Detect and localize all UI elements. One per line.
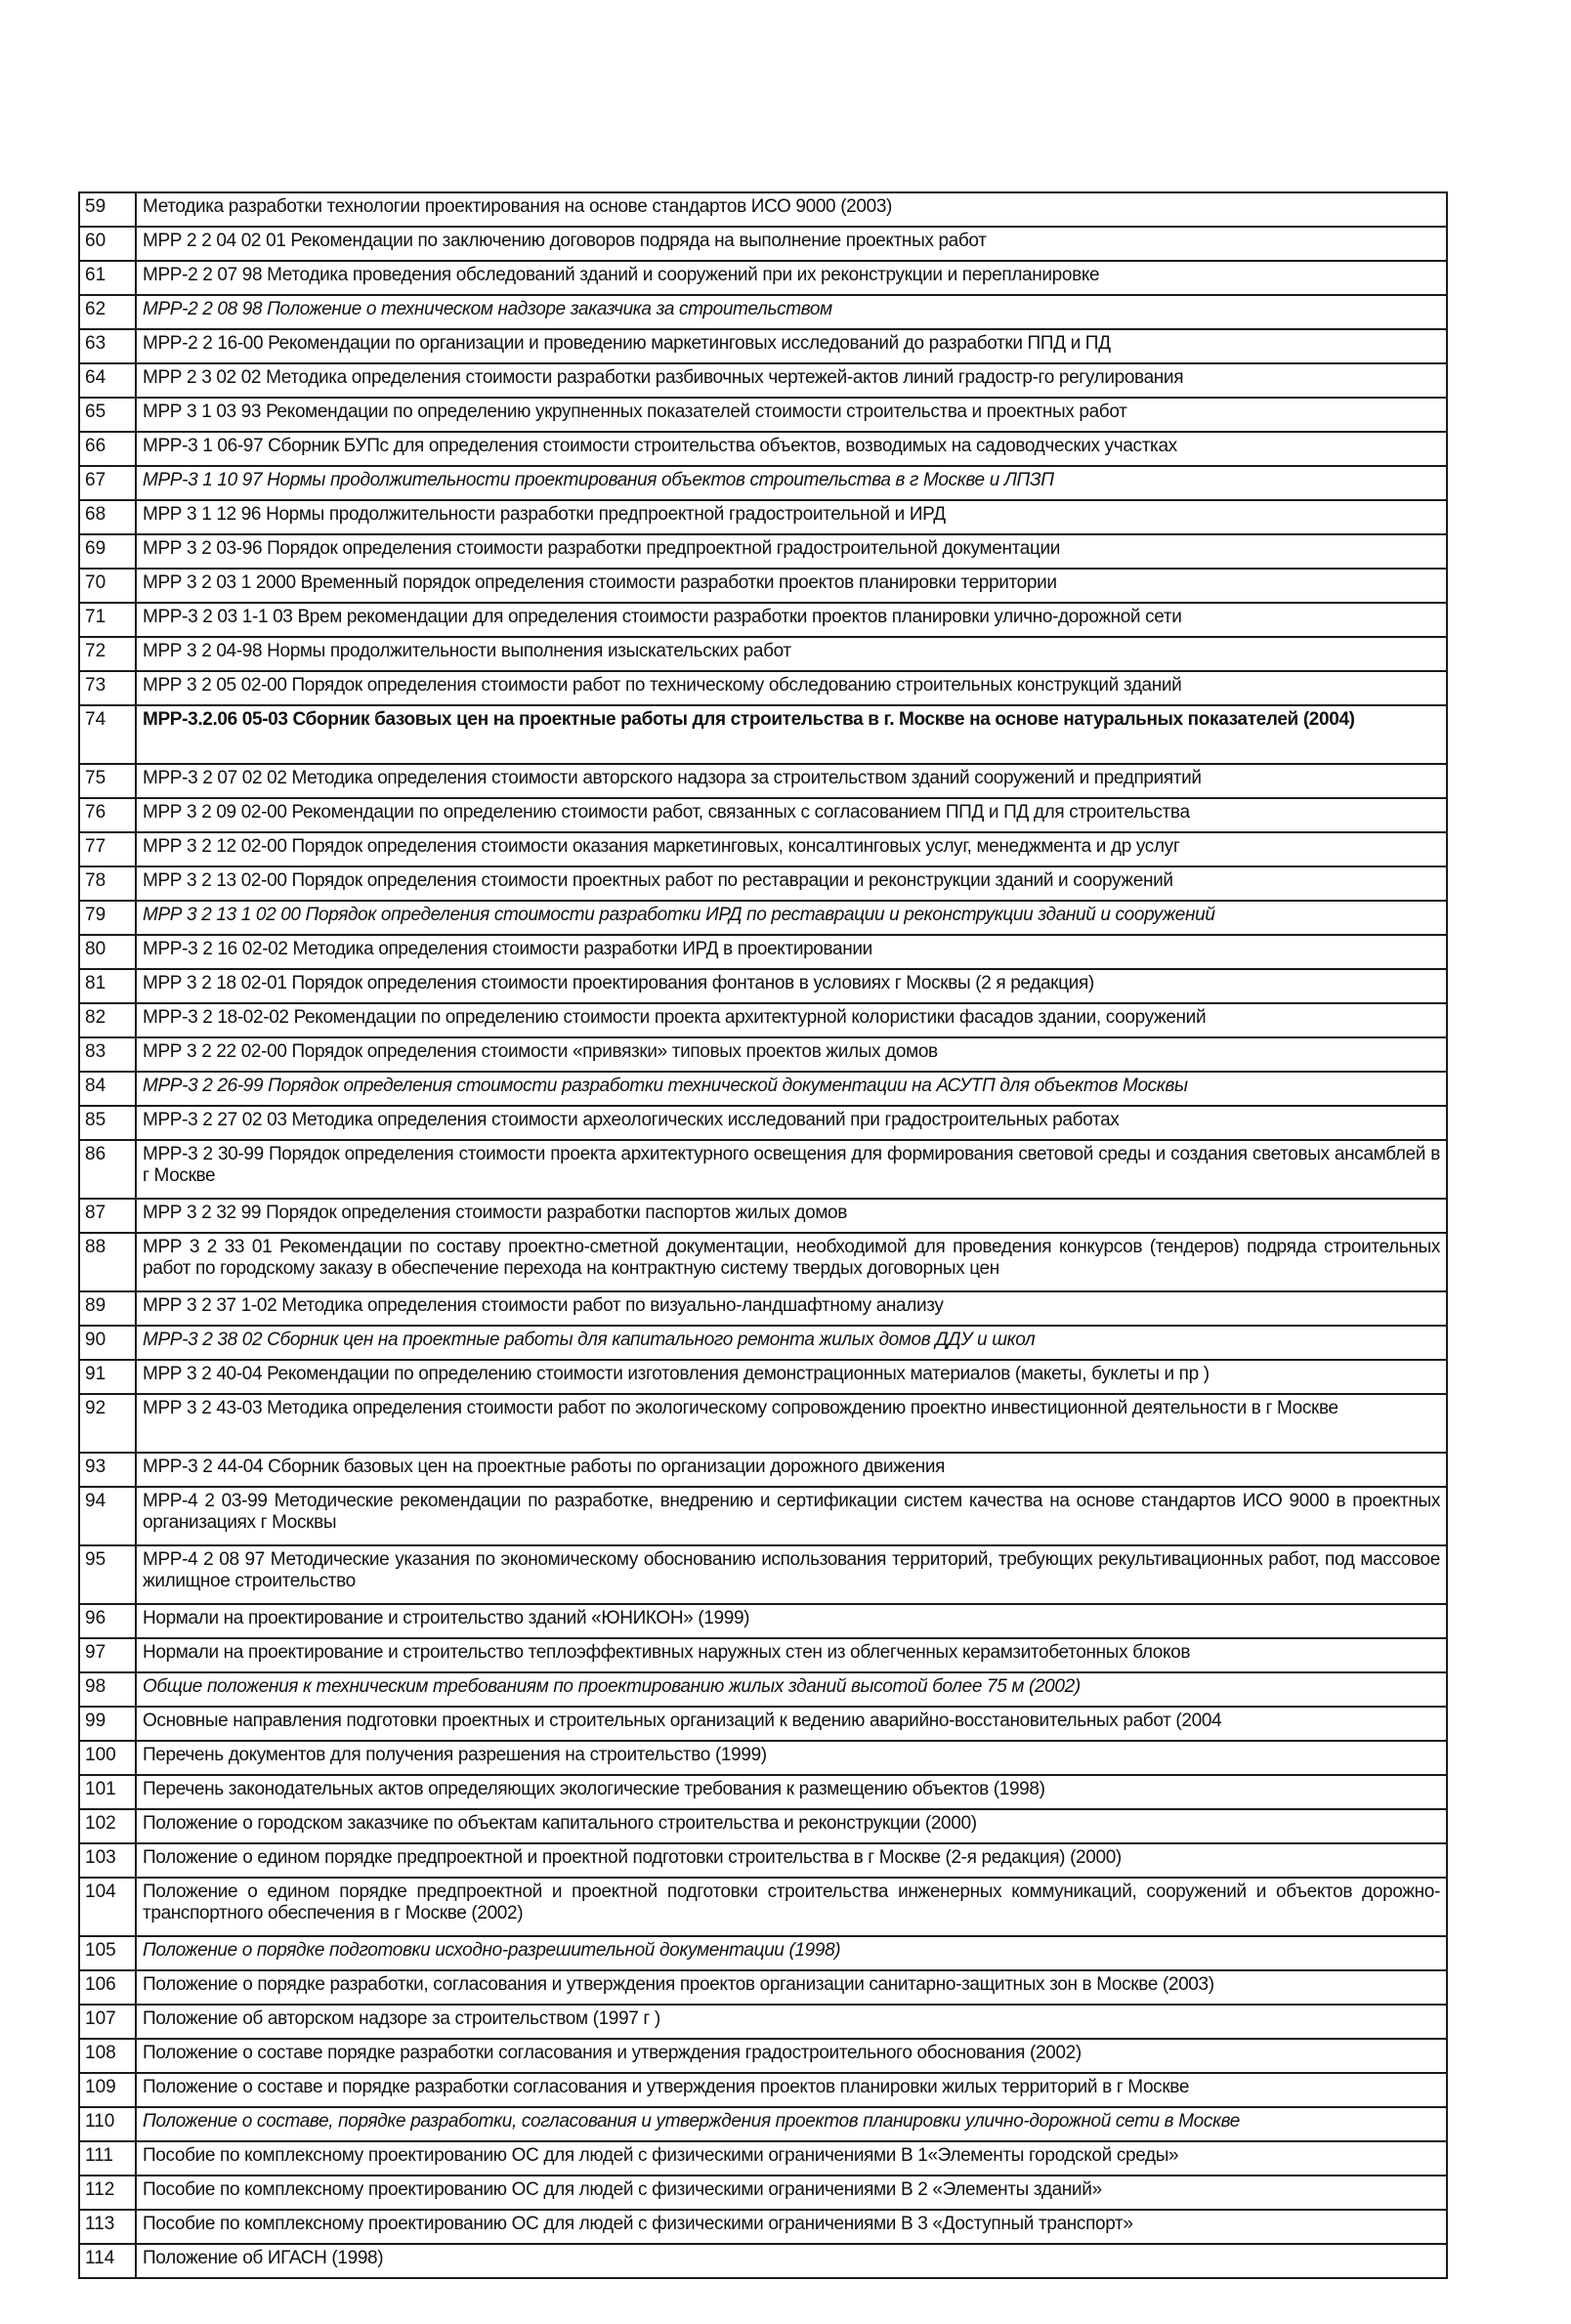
table-row [79, 1453, 1447, 1487]
row-title: МРР 3 2 12 02-00 Порядок определения стоимости оказания маркетинговых, консалтинговых услуг, менеджмента и др услуг [136, 832, 1447, 866]
row-title: МРР-2 2 16-00 Рекомендации по организации и проведению маркетинговых исследований до разработки ППД и ПД [136, 329, 1447, 363]
table-row [79, 705, 1447, 764]
table-row [79, 1638, 1447, 1672]
row-number: 59 [79, 192, 136, 227]
row-number: 89 [79, 1291, 136, 1326]
row-title: МРР-2 2 08 98 Положение о техническом надзоре заказчика за строительством [136, 295, 1447, 329]
row-number: 63 [79, 329, 136, 363]
table-row [79, 2141, 1447, 2176]
table-row [79, 1936, 1447, 1970]
row-title: МРР 3 2 32 99 Порядок определения стоимости разработки паспортов жилых домов [136, 1199, 1447, 1233]
row-title: МРР 3 2 13 1 02 00 Порядок определения стоимости разработки ИРД по реставрации и реконструкции зданий и сооружений [136, 901, 1447, 935]
table-row [79, 1003, 1447, 1037]
row-number: 79 [79, 901, 136, 935]
table-row [79, 1072, 1447, 1106]
row-title: Положение о порядке разработки, согласования и утверждения проектов организации санитарно-защитных зон в Москве (2003) [136, 1970, 1447, 2005]
table-row [79, 363, 1447, 398]
row-number: 90 [79, 1326, 136, 1360]
row-number: 103 [79, 1843, 136, 1878]
row-number: 70 [79, 569, 136, 603]
table-row [79, 1291, 1447, 1326]
table-row [79, 603, 1447, 637]
row-number: 66 [79, 432, 136, 466]
row-number: 91 [79, 1360, 136, 1394]
row-title: МРР 3 2 22 02-00 Порядок определения стоимости «привязки» типовых проектов жилых домов [136, 1037, 1447, 1072]
row-title: МРР 3 2 37 1-02 Методика определения стоимости работ по визуально-ландшафтному анализу [136, 1291, 1447, 1326]
row-title: МРР-3 2 38 02 Сборник цен на проектные работы для капитального ремонта жилых домов ДДУ и школ [136, 1326, 1447, 1360]
row-number: 67 [79, 466, 136, 500]
table-row [79, 969, 1447, 1003]
row-number: 95 [79, 1545, 136, 1604]
row-title: МРР-4 2 03-99 Методические рекомендации по разработке, внедрению и сертификации систем качества на основе стандартов ИСО 9000 в проектных организациях г Москвы [136, 1487, 1447, 1545]
row-number: 80 [79, 935, 136, 969]
table-row [79, 866, 1447, 901]
row-number: 113 [79, 2210, 136, 2244]
table-row [79, 637, 1447, 671]
row-number: 111 [79, 2141, 136, 2176]
table-row [79, 227, 1447, 261]
table-row [79, 1140, 1447, 1199]
row-number: 112 [79, 2176, 136, 2210]
row-number: 65 [79, 398, 136, 432]
row-title: Основные направления подготовки проектных и строительных организаций к ведению аварийно-восстановительных работ (2004 [136, 1707, 1447, 1741]
row-number: 114 [79, 2244, 136, 2278]
row-title: МРР 3 2 03 1 2000 Временный порядок определения стоимости разработки проектов планировки территории [136, 569, 1447, 603]
row-title: Положение о составе порядке разработки согласования и утверждения градостроительного обоснования (2002) [136, 2039, 1447, 2073]
row-title: МРР 2 2 04 02 01 Рекомендации по заключению договоров подряда на выполнение проектных работ [136, 227, 1447, 261]
row-title: МРР-3 1 10 97 Нормы продолжительности проектирования объектов строительства в г Москве и ЛПЗП [136, 466, 1447, 500]
row-title: МРР 3 1 03 93 Рекомендации по определению укрупненных показателей стоимости строительства и проектных работ [136, 398, 1447, 432]
row-title: МРР 3 2 04-98 Нормы продолжительности выполнения изыскательских работ [136, 637, 1447, 671]
row-number: 77 [79, 832, 136, 866]
document-list-table [78, 191, 1448, 2279]
row-number: 62 [79, 295, 136, 329]
row-title: Пособие по комплексному проектированию ОС для людей с физическими ограничениями В 1«Элементы городской среды» [136, 2141, 1447, 2176]
row-title: МРР 3 2 18 02-01 Порядок определения стоимости проектирования фонтанов в условиях г Москвы (2 я редакция) [136, 969, 1447, 1003]
table-row [79, 901, 1447, 935]
row-number: 86 [79, 1140, 136, 1199]
row-title: Перечень законодательных актов определяющих экологические требования к размещению объектов (1998) [136, 1775, 1447, 1809]
table-row [79, 261, 1447, 295]
table-row [79, 432, 1447, 466]
row-number: 97 [79, 1638, 136, 1672]
table-row [79, 1233, 1447, 1291]
row-title: МРР-3 2 30-99 Порядок определения стоимости проекта архитектурного освещения для формирования световой среды и создания световых ансамблей в г Москве [136, 1140, 1447, 1199]
row-number: 105 [79, 1936, 136, 1970]
table-row [79, 2176, 1447, 2210]
table-row [79, 569, 1447, 603]
table-row [79, 1106, 1447, 1140]
table-row [79, 500, 1447, 534]
row-title: МРР-3 2 07 02 02 Методика определения стоимости авторского надзора за строительством зданий сооружений и предприятий [136, 764, 1447, 798]
row-number: 88 [79, 1233, 136, 1291]
table-row [79, 2107, 1447, 2141]
row-number: 109 [79, 2073, 136, 2107]
row-number: 87 [79, 1199, 136, 1233]
row-title: МРР-3 2 16 02-02 Методика определения стоимости разработки ИРД в проектировании [136, 935, 1447, 969]
row-number: 98 [79, 1672, 136, 1707]
row-title: МРР-3 2 18-02-02 Рекомендации по определению стоимости проекта архитектурной колористики фасадов здании, сооружений [136, 1003, 1447, 1037]
row-title: МРР-4 2 08 97 Методические указания по экономическому обоснованию использования территорий, требующих рекультивационных работ, под массовое жилищное строительство [136, 1545, 1447, 1604]
row-title: Общие положения к техническим требованиям по проектированию жилых зданий высотой более 75 м (2002) [136, 1672, 1447, 1707]
row-number: 107 [79, 2005, 136, 2039]
row-title: Положение о городском заказчике по объектам капитального строительства и реконструкции (2000) [136, 1809, 1447, 1843]
row-number: 100 [79, 1741, 136, 1775]
table-row [79, 1487, 1447, 1545]
row-title: Положение о порядке подготовки исходно-разрешительной документации (1998) [136, 1936, 1447, 1970]
table-row [79, 832, 1447, 866]
table-row [79, 798, 1447, 832]
table-row [79, 398, 1447, 432]
row-title: МРР 3 2 43-03 Методика определения стоимости работ по экологическому сопровождению проектно инвестиционной деятельности в г Москве [136, 1394, 1447, 1453]
table-row [79, 466, 1447, 500]
row-number: 68 [79, 500, 136, 534]
row-title: МРР 2 3 02 02 Методика определения стоимости разработки разбивочных чертежей-актов линий градостр-го регулирования [136, 363, 1447, 398]
table-row [79, 1037, 1447, 1072]
row-title: МРР-3 2 26-99 Порядок определения стоимости разработки технической документации на АСУТП для объектов Москвы [136, 1072, 1447, 1106]
row-number: 71 [79, 603, 136, 637]
row-title: Положение о составе, порядке разработки, согласования и утверждения проектов планировки улично-дорожной сети в Москве [136, 2107, 1447, 2141]
row-title: Методика разработки технологии проектирования на основе стандартов ИСО 9000 (2003) [136, 192, 1447, 227]
table-row [79, 2210, 1447, 2244]
table-row [79, 1545, 1447, 1604]
row-number: 72 [79, 637, 136, 671]
row-number: 104 [79, 1878, 136, 1936]
row-number: 92 [79, 1394, 136, 1453]
row-number: 74 [79, 705, 136, 764]
table-row [79, 1843, 1447, 1878]
table-row [79, 1672, 1447, 1707]
table-row [79, 1326, 1447, 1360]
table-row [79, 2244, 1447, 2278]
row-title: МРР 3 2 33 01 Рекомендации по составу проектно-сметной документации, необходимой для проведения конкурсов (тендеров) подряда строительных работ по городскому заказу в обеспечение перехода на контрактную систему твердых договорных цен [136, 1233, 1447, 1291]
row-number: 101 [79, 1775, 136, 1809]
row-title: МРР-3 2 03 1-1 03 Врем рекомендации для определения стоимости разработки проектов планировки улично-дорожной сети [136, 603, 1447, 637]
row-number: 108 [79, 2039, 136, 2073]
table-row [79, 1809, 1447, 1843]
row-number: 110 [79, 2107, 136, 2141]
row-title: Нормали на проектирование и строительство зданий «ЮНИКОН» (1999) [136, 1604, 1447, 1638]
table-row [79, 329, 1447, 363]
table-row [79, 1878, 1447, 1936]
table-row [79, 1707, 1447, 1741]
table-row [79, 534, 1447, 569]
table-row [79, 935, 1447, 969]
row-title: МРР 3 2 05 02-00 Порядок определения стоимости работ по техническому обследованию строительных конструкций зданий [136, 671, 1447, 705]
document-page [78, 191, 1446, 2279]
table-row [79, 1394, 1447, 1453]
row-number: 76 [79, 798, 136, 832]
row-title: МРР-3 1 06-97 Сборник БУПс для определения стоимости строительства объектов, возводимых на садоводческих участках [136, 432, 1447, 466]
row-title: Положение об ИГАСН (1998) [136, 2244, 1447, 2278]
table-row [79, 1775, 1447, 1809]
row-title: МРР 3 2 03-96 Порядок определения стоимости разработки предпроектной градостроительной документации [136, 534, 1447, 569]
row-title: Положение о составе и порядке разработки согласования и утверждения проектов планировки жилых территорий в г Москве [136, 2073, 1447, 2107]
row-number: 78 [79, 866, 136, 901]
row-number: 60 [79, 227, 136, 261]
row-number: 93 [79, 1453, 136, 1487]
table-row [79, 1199, 1447, 1233]
row-title: МРР 3 2 40-04 Рекомендации по определению стоимости изготовления демонстрационных материалов (макеты, буклеты и пр ) [136, 1360, 1447, 1394]
row-title: МРР 3 1 12 96 Нормы продолжительности разработки предпроектной градостроительной и ИРД [136, 500, 1447, 534]
row-title: Перечень документов для получения разрешения на строительство (1999) [136, 1741, 1447, 1775]
table-row [79, 764, 1447, 798]
row-title: МРР-3 2 27 02 03 Методика определения стоимости археологических исследований при градостроительных работах [136, 1106, 1447, 1140]
row-title: Положение о едином порядке предпроектной и проектной подготовки строительства инженерных коммуникаций, сооружений и объектов дорожно-транспортного обеспечения в г Москве (2002) [136, 1878, 1447, 1936]
table-row [79, 1970, 1447, 2005]
table-row [79, 2073, 1447, 2107]
row-number: 61 [79, 261, 136, 295]
row-title: Пособие по комплексному проектированию ОС для людей с физическими ограничениями В 3 «Доступный транспорт» [136, 2210, 1447, 2244]
row-number: 69 [79, 534, 136, 569]
row-number: 73 [79, 671, 136, 705]
row-number: 64 [79, 363, 136, 398]
row-number: 85 [79, 1106, 136, 1140]
table-row [79, 671, 1447, 705]
row-number: 99 [79, 1707, 136, 1741]
table-row [79, 1360, 1447, 1394]
row-title: МРР 3 2 09 02-00 Рекомендации по определению стоимости работ, связанных с согласованием ППД и ПД для строительства [136, 798, 1447, 832]
row-number: 102 [79, 1809, 136, 1843]
row-number: 82 [79, 1003, 136, 1037]
row-number: 81 [79, 969, 136, 1003]
row-title: МРР-3.2.06 05-03 Сборник базовых цен на проектные работы для строительства в г. Москве на основе натуральных показателей (2004) [136, 705, 1447, 764]
table-row [79, 2039, 1447, 2073]
row-title: Пособие по комплексному проектированию ОС для людей с физическими ограничениями В 2 «Элементы зданий» [136, 2176, 1447, 2210]
row-number: 83 [79, 1037, 136, 1072]
row-title: Нормали на проектирование и строительство теплоэффективных наружных стен из облегченных керамзитобетонных блоков [136, 1638, 1447, 1672]
table-row [79, 192, 1447, 227]
table-row [79, 2005, 1447, 2039]
row-title: МРР-2 2 07 98 Методика проведения обследований зданий и сооружений при их реконструкции и перепланировке [136, 261, 1447, 295]
row-title: Положение о едином порядке предпроектной и проектной подготовки строительства в г Москве (2-я редакция) (2000) [136, 1843, 1447, 1878]
row-title: МРР-3 2 44-04 Сборник базовых цен на проектные работы по организации дорожного движения [136, 1453, 1447, 1487]
table-body [79, 192, 1447, 2278]
table-row [79, 1741, 1447, 1775]
row-number: 106 [79, 1970, 136, 2005]
row-number: 75 [79, 764, 136, 798]
table-row [79, 1604, 1447, 1638]
table-row [79, 295, 1447, 329]
row-number: 94 [79, 1487, 136, 1545]
row-title: МРР 3 2 13 02-00 Порядок определения стоимости проектных работ по реставрации и реконструкции зданий и сооружений [136, 866, 1447, 901]
row-number: 96 [79, 1604, 136, 1638]
row-title: Положение об авторском надзоре за строительством (1997 г ) [136, 2005, 1447, 2039]
row-number: 84 [79, 1072, 136, 1106]
